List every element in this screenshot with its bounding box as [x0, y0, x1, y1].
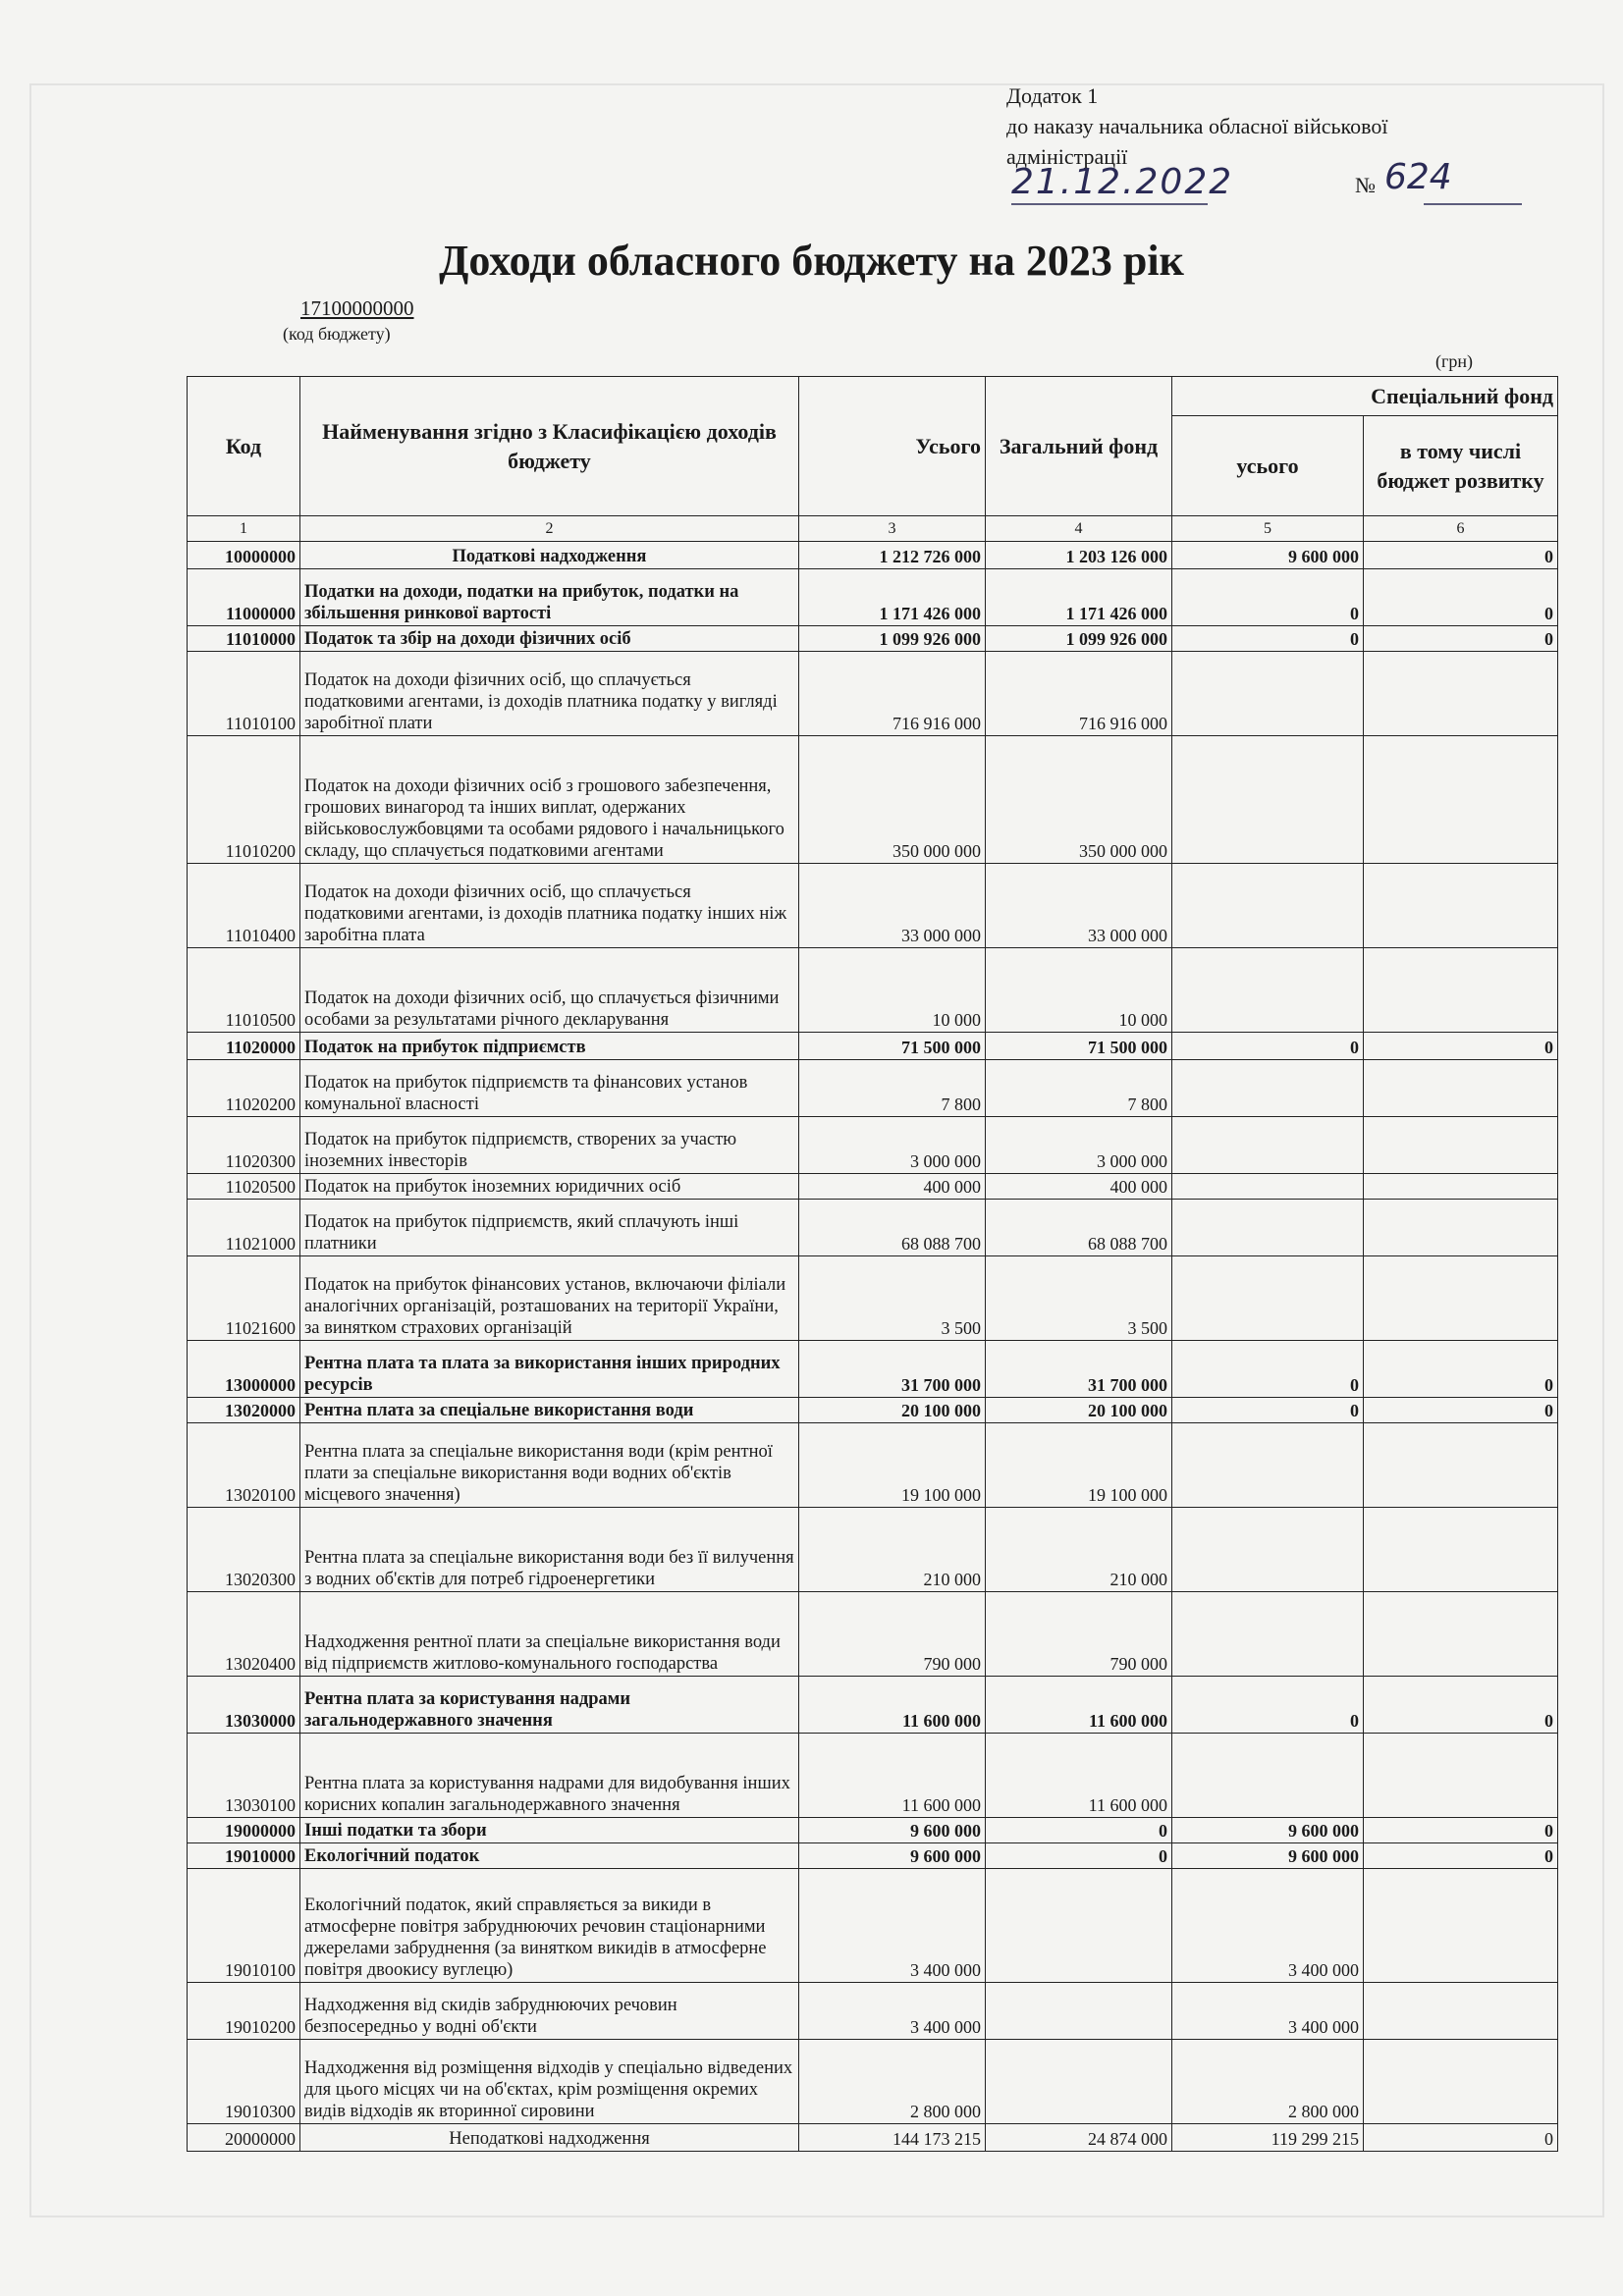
row-code: 11020300: [188, 1117, 300, 1174]
row-special-fund: 9 600 000: [1172, 542, 1364, 569]
table-row: [188, 542, 1558, 569]
table-row: [188, 1592, 1558, 1677]
row-special-fund: [1172, 1592, 1364, 1677]
table-row: [188, 1060, 1558, 1117]
row-special-fund: [1172, 1734, 1364, 1818]
row-general-fund: 790 000: [986, 1592, 1172, 1677]
row-total: 1 212 726 000: [799, 542, 986, 569]
row-name: Екологічний податок, який справляється за викиди в атмосферне повітря забруднюючих речовин стаціонарними джерелами забруднення (за винятком викидів в атмосферне повітря двоокису вуглецю): [300, 1869, 799, 1983]
col-number: 1: [188, 516, 300, 542]
row-development-budget: [1364, 948, 1558, 1033]
table-row: [188, 1843, 1558, 1869]
row-development-budget: [1364, 1256, 1558, 1341]
row-special-fund: 0: [1172, 1677, 1364, 1734]
row-general-fund: 11 600 000: [986, 1677, 1172, 1734]
row-development-budget: 0: [1364, 542, 1558, 569]
row-total: 20 100 000: [799, 1398, 986, 1423]
row-special-fund: 119 299 215: [1172, 2124, 1364, 2152]
row-code: 11020000: [188, 1033, 300, 1060]
col-number: 4: [986, 516, 1172, 542]
row-total: 3 400 000: [799, 1983, 986, 2040]
row-development-budget: [1364, 1869, 1558, 1983]
row-development-budget: [1364, 1060, 1558, 1117]
row-code: 11010500: [188, 948, 300, 1033]
row-special-fund: [1172, 1508, 1364, 1592]
row-development-budget: [1364, 864, 1558, 948]
row-name: Інші податки та збори: [300, 1818, 799, 1843]
row-name: Екологічний податок: [300, 1843, 799, 1869]
row-general-fund: [986, 1983, 1172, 2040]
row-total: 790 000: [799, 1592, 986, 1677]
row-special-fund: [1172, 1174, 1364, 1200]
row-general-fund: 3 000 000: [986, 1117, 1172, 1174]
row-code: 20000000: [188, 2124, 300, 2152]
row-name: Рентна плата за користування надрами для видобування інших корисних копалин загальнодержавного значення: [300, 1734, 799, 1818]
row-general-fund: 0: [986, 1818, 1172, 1843]
col-number: 5: [1172, 516, 1364, 542]
row-development-budget: 0: [1364, 569, 1558, 626]
date-underline: [1011, 201, 1522, 207]
row-name: Податок на прибуток підприємств та фінансових установ комунальної власності: [300, 1060, 799, 1117]
row-total: 3 400 000: [799, 1869, 986, 1983]
row-total: 210 000: [799, 1508, 986, 1592]
table-row: [188, 1423, 1558, 1508]
currency-unit: (грн): [1435, 351, 1474, 371]
row-code: 13000000: [188, 1341, 300, 1398]
table-row: [188, 1341, 1558, 1398]
row-name: Рентна плата за спеціальне використання води без її вилучення з водних об'єктів для потреб гідроенергетики: [300, 1508, 799, 1592]
revenue-rows: [188, 542, 1558, 2152]
row-general-fund: 350 000 000: [986, 736, 1172, 864]
row-special-fund: [1172, 1200, 1364, 1256]
row-total: 2 800 000: [799, 2040, 986, 2124]
row-code: 11010400: [188, 864, 300, 948]
row-general-fund: 400 000: [986, 1174, 1172, 1200]
row-total: 3 500: [799, 1256, 986, 1341]
row-general-fund: 20 100 000: [986, 1398, 1172, 1423]
row-development-budget: 0: [1364, 2124, 1558, 2152]
row-general-fund: 33 000 000: [986, 864, 1172, 948]
row-name: Податок на прибуток підприємств: [300, 1033, 799, 1060]
row-code: 11020500: [188, 1174, 300, 1200]
table-row: [188, 948, 1558, 1033]
row-name: Податок на прибуток підприємств, який сплачують інші платники: [300, 1200, 799, 1256]
row-special-fund: [1172, 1117, 1364, 1174]
row-name: Податок на прибуток підприємств, створених за участю іноземних інвесторів: [300, 1117, 799, 1174]
row-name: Податок на доходи фізичних осіб з грошового забезпечення, грошових винагород та інших виплат, одержаних військовослужбовцями та особами рядового і начальницького складу, що сплачується податковими агентами: [300, 736, 799, 864]
document-title: Доходи обласного бюджету на 2023 рік: [439, 237, 1184, 285]
table-row: [188, 652, 1558, 736]
row-special-fund: [1172, 1423, 1364, 1508]
row-total: 31 700 000: [799, 1341, 986, 1398]
row-total: 10 000: [799, 948, 986, 1033]
row-special-fund: 9 600 000: [1172, 1843, 1364, 1869]
handwritten-number: 624: [1384, 157, 1452, 197]
row-code: 19010300: [188, 2040, 300, 2124]
row-total: 144 173 215: [799, 2124, 986, 2152]
row-code: 13020400: [188, 1592, 300, 1677]
row-total: 19 100 000: [799, 1423, 986, 1508]
row-code: 19010100: [188, 1869, 300, 1983]
row-general-fund: 19 100 000: [986, 1423, 1172, 1508]
row-development-budget: [1364, 1423, 1558, 1508]
row-development-budget: [1364, 1983, 1558, 2040]
row-general-fund: [986, 1869, 1172, 1983]
table-row: [188, 1983, 1558, 2040]
row-development-budget: 0: [1364, 1033, 1558, 1060]
row-total: 1 099 926 000: [799, 626, 986, 652]
table-row: [188, 2040, 1558, 2124]
row-general-fund: [986, 2040, 1172, 2124]
row-general-fund: 210 000: [986, 1508, 1172, 1592]
row-code: 11010200: [188, 736, 300, 864]
header-general-fund: Загальний фонд: [986, 377, 1172, 516]
number-label: №: [1355, 173, 1376, 197]
row-total: 350 000 000: [799, 736, 986, 864]
row-code: 11020200: [188, 1060, 300, 1117]
handwritten-date: 21.12.2022: [1011, 162, 1234, 202]
row-code: 13030100: [188, 1734, 300, 1818]
row-code: 11021000: [188, 1200, 300, 1256]
revenue-table: [187, 376, 1558, 2152]
table-row: [188, 1677, 1558, 1734]
row-special-fund: [1172, 864, 1364, 948]
row-development-budget: 0: [1364, 1398, 1558, 1423]
row-code: 19010000: [188, 1843, 300, 1869]
row-general-fund: 0: [986, 1843, 1172, 1869]
row-general-fund: 24 874 000: [986, 2124, 1172, 2152]
row-development-budget: [1364, 1117, 1558, 1174]
row-special-fund: 0: [1172, 1341, 1364, 1398]
row-name: Податки на доходи, податки на прибуток, податки на збільшення ринкової вартості: [300, 569, 799, 626]
table-row: [188, 626, 1558, 652]
row-name: Рентна плата та плата за використання інших природних ресурсів: [300, 1341, 799, 1398]
row-development-budget: [1364, 2040, 1558, 2124]
table-row: [188, 569, 1558, 626]
row-name: Рентна плата за спеціальне використання води: [300, 1398, 799, 1423]
row-code: 11010100: [188, 652, 300, 736]
table-row: [188, 1508, 1558, 1592]
row-development-budget: [1364, 1508, 1558, 1592]
row-special-fund: 9 600 000: [1172, 1818, 1364, 1843]
table-row: [188, 2124, 1558, 2152]
table-row: [188, 1117, 1558, 1174]
row-special-fund: [1172, 652, 1364, 736]
row-development-budget: 0: [1364, 626, 1558, 652]
table-row: [188, 1869, 1558, 1983]
order-line: до наказу начальника обласної військової: [1006, 114, 1388, 138]
row-code: 13020300: [188, 1508, 300, 1592]
row-special-fund: 3 400 000: [1172, 1869, 1364, 1983]
row-code: 11000000: [188, 569, 300, 626]
row-special-fund: [1172, 736, 1364, 864]
row-total: 716 916 000: [799, 652, 986, 736]
header-special-total: усього: [1172, 416, 1364, 516]
row-general-fund: 1 171 426 000: [986, 569, 1172, 626]
row-special-fund: [1172, 948, 1364, 1033]
row-development-budget: [1364, 1174, 1558, 1200]
row-name: Податок та збір на доходи фізичних осіб: [300, 626, 799, 652]
budget-code: 17100000000: [300, 296, 414, 320]
row-total: 1 171 426 000: [799, 569, 986, 626]
header-development-budget: в тому числі бюджет розвитку: [1364, 416, 1558, 516]
row-development-budget: [1364, 1200, 1558, 1256]
row-development-budget: 0: [1364, 1843, 1558, 1869]
row-total: 3 000 000: [799, 1117, 986, 1174]
row-special-fund: [1172, 1256, 1364, 1341]
row-special-fund: 0: [1172, 569, 1364, 626]
row-name: Надходження рентної плати за спеціальне використання води від підприємств житлово-комунального господарства: [300, 1592, 799, 1677]
row-development-budget: 0: [1364, 1341, 1558, 1398]
table-row: [188, 1734, 1558, 1818]
row-code: 19000000: [188, 1818, 300, 1843]
row-code: 13020100: [188, 1423, 300, 1508]
header-special-fund: Спеціальний фонд: [1172, 377, 1558, 416]
row-development-budget: [1364, 736, 1558, 864]
row-name: Податок на прибуток іноземних юридичних осіб: [300, 1174, 799, 1200]
row-special-fund: 0: [1172, 1398, 1364, 1423]
row-code: 10000000: [188, 542, 300, 569]
row-general-fund: 71 500 000: [986, 1033, 1172, 1060]
row-name: Податок на доходи фізичних осіб, що сплачується фізичними особами за результатами річного декларування: [300, 948, 799, 1033]
row-special-fund: 0: [1172, 626, 1364, 652]
row-name: Податок на прибуток фінансових установ, включаючи філіали аналогічних організацій, розташованих на території України, за винятком страхових організацій: [300, 1256, 799, 1341]
row-name: Надходження від скидів забруднюючих речовин безпосередньо у водні об'єкти: [300, 1983, 799, 2040]
row-name: Рентна плата за спеціальне використання води (крім рентної плати за спеціальне використання води водних об'єктів місцевого значення): [300, 1423, 799, 1508]
row-special-fund: 0: [1172, 1033, 1364, 1060]
table-row: [188, 1818, 1558, 1843]
appendix-line: Додаток 1: [1006, 83, 1099, 108]
row-name: Податок на доходи фізичних осіб, що сплачується податковими агентами, із доходів платника податку у вигляді заробітної плати: [300, 652, 799, 736]
row-total: 9 600 000: [799, 1843, 986, 1869]
row-name: Податок на доходи фізичних осіб, що сплачується податковими агентами, із доходів платника податку інших ніж заробітна плата: [300, 864, 799, 948]
row-name: Податкові надходження: [300, 542, 799, 569]
budget-code-label: (код бюджету): [283, 324, 391, 344]
row-development-budget: [1364, 652, 1558, 736]
col-number: 3: [799, 516, 986, 542]
row-development-budget: 0: [1364, 1677, 1558, 1734]
header-total: Усього: [799, 377, 986, 516]
row-general-fund: 31 700 000: [986, 1341, 1172, 1398]
row-general-fund: 1 203 126 000: [986, 542, 1172, 569]
row-special-fund: 3 400 000: [1172, 1983, 1364, 2040]
row-development-budget: [1364, 1592, 1558, 1677]
row-general-fund: 3 500: [986, 1256, 1172, 1341]
row-special-fund: 2 800 000: [1172, 2040, 1364, 2124]
row-total: 11 600 000: [799, 1677, 986, 1734]
col-number: 2: [300, 516, 799, 542]
row-special-fund: [1172, 1060, 1364, 1117]
row-total: 11 600 000: [799, 1734, 986, 1818]
row-code: 19010200: [188, 1983, 300, 2040]
row-name: Надходження від розміщення відходів у спеціально відведених для цього місцях чи на об'єктах, крім розміщення окремих видів відходів як вторинної сировини: [300, 2040, 799, 2124]
table-row: [188, 1398, 1558, 1423]
row-general-fund: 11 600 000: [986, 1734, 1172, 1818]
row-total: 9 600 000: [799, 1818, 986, 1843]
header-name: Найменування згідно з Класифікацією доходів бюджету: [300, 377, 799, 516]
table-row: [188, 1256, 1558, 1341]
row-code: 13030000: [188, 1677, 300, 1734]
row-code: 11010000: [188, 626, 300, 652]
row-general-fund: 7 800: [986, 1060, 1172, 1117]
row-total: 7 800: [799, 1060, 986, 1117]
header-code: Код: [188, 377, 300, 516]
row-name: Рентна плата за користування надрами загальнодержавного значення: [300, 1677, 799, 1734]
table-row: [188, 736, 1558, 864]
row-general-fund: 68 088 700: [986, 1200, 1172, 1256]
table-row: [188, 1174, 1558, 1200]
table-row: [188, 1033, 1558, 1060]
row-name: Неподаткові надходження: [300, 2124, 799, 2152]
col-number: 6: [1364, 516, 1558, 542]
row-total: 33 000 000: [799, 864, 986, 948]
row-general-fund: 10 000: [986, 948, 1172, 1033]
row-code: 13020000: [188, 1398, 300, 1423]
row-development-budget: [1364, 1734, 1558, 1818]
row-development-budget: 0: [1364, 1818, 1558, 1843]
row-total: 68 088 700: [799, 1200, 986, 1256]
row-total: 71 500 000: [799, 1033, 986, 1060]
row-general-fund: 1 099 926 000: [986, 626, 1172, 652]
row-total: 400 000: [799, 1174, 986, 1200]
table-row: [188, 1200, 1558, 1256]
row-code: 11021600: [188, 1256, 300, 1341]
row-general-fund: 716 916 000: [986, 652, 1172, 736]
table-row: [188, 864, 1558, 948]
administration-line: адміністрації: [1006, 144, 1128, 169]
